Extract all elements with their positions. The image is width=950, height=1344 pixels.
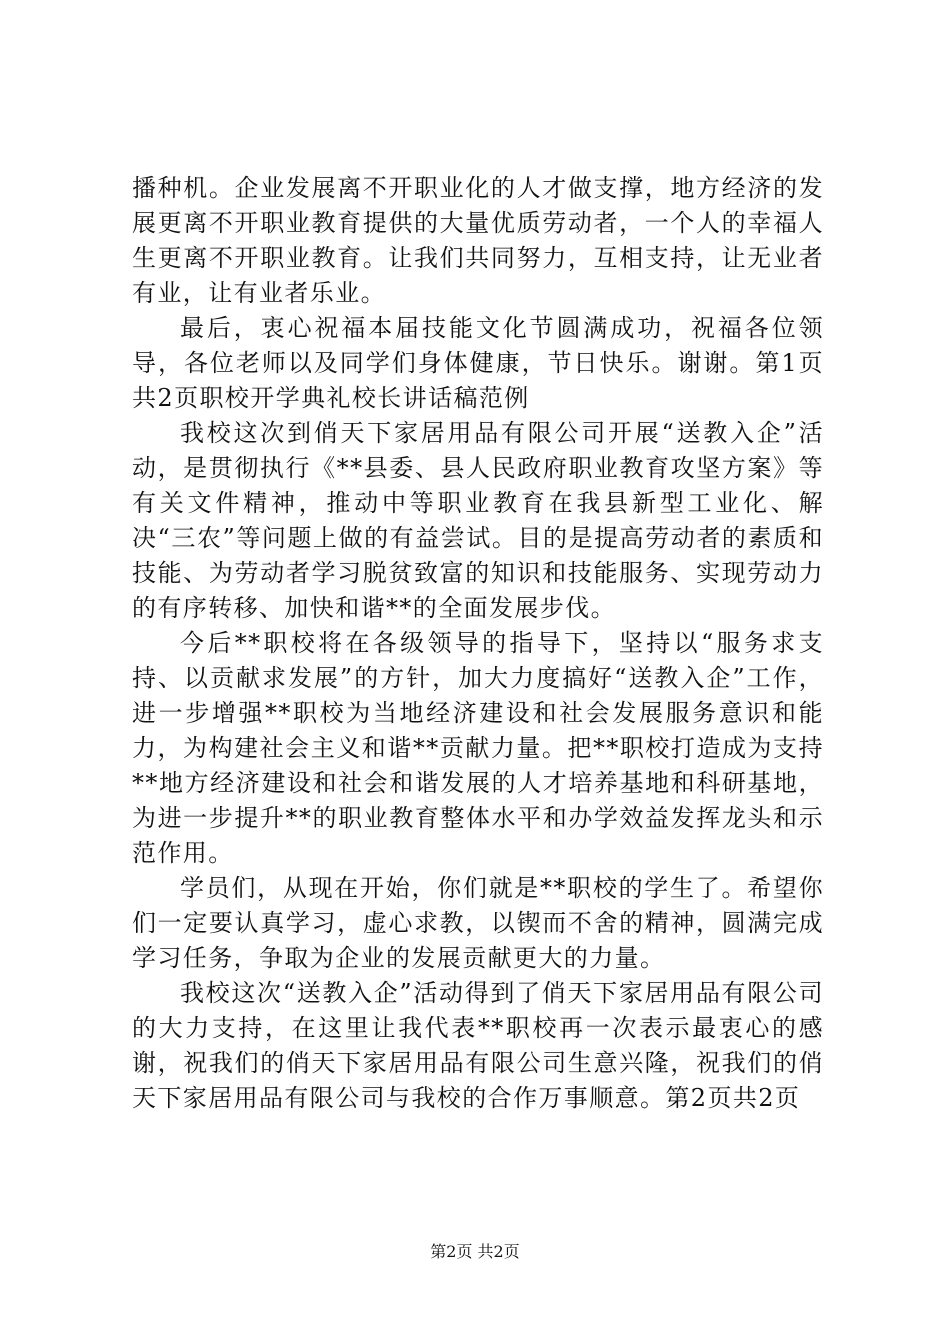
paragraph-6: 我校这次“送教入企”活动得到了俏天下家居用品有限公司的大力支持，在这里让我代表**职校再一次表示最衷心的感谢，祝我们的俏天下家居用品有限公司生意兴隆，祝我们的俏天下家居用品有限公司与我校的合作万事顺意。第2页共2页: [132, 979, 824, 1112]
paragraph-4: 今后**职校将在各级领导的指导下，坚持以“服务求支持、以贡献求发展”的方针，加大力度搞好“送教入企”工作，进一步增强**职校为当地经济建设和社会发展服务意识和能力，为构建社会主义和谐**贡献力量。把**职校打造成为支持**地方经济建设和社会和谐发展的人才培养基地和科研基地，为进一步提升**的职业教育整体水平和办学效益发挥龙头和示范作用。: [132, 629, 824, 867]
paragraph-1: 播种机。企业发展离不开职业化的人才做支撑，地方经济的发展更离不开职业教育提供的大量优质劳动者，一个人的幸福人生更离不开职业教育。让我们共同努力，互相支持，让无业者有业，让有业者乐业。: [132, 174, 824, 307]
paragraph-3: 我校这次到俏天下家居用品有限公司开展“送教入企”活动，是贯彻执行《**县委、县人民政府职业教育攻坚方案》等有关文件精神，推动中等职业教育在我县新型工业化、解决“三农”等问题上做的有益尝试。目的是提高劳动者的素质和技能、为劳动者学习脱贫致富的知识和技能服务、实现劳动力的有序转移、加快和谐**的全面发展步伐。: [132, 419, 824, 622]
paragraph-5: 学员们，从现在开始，你们就是**职校的学生了。希望你们一定要认真学习，虚心求教，以锲而不舍的精神，圆满完成学习任务，争取为企业的发展贡献更大的力量。: [132, 874, 824, 972]
page-footer: 第2页 共2页: [430, 1242, 520, 1261]
document-body: [132, 171, 824, 1116]
paragraph-2: 最后，衷心祝福本届技能文化节圆满成功，祝福各位领导，各位老师以及同学们身体健康，节日快乐。谢谢。第1页共2页职校开学典礼校长讲话稿范例: [132, 314, 824, 412]
